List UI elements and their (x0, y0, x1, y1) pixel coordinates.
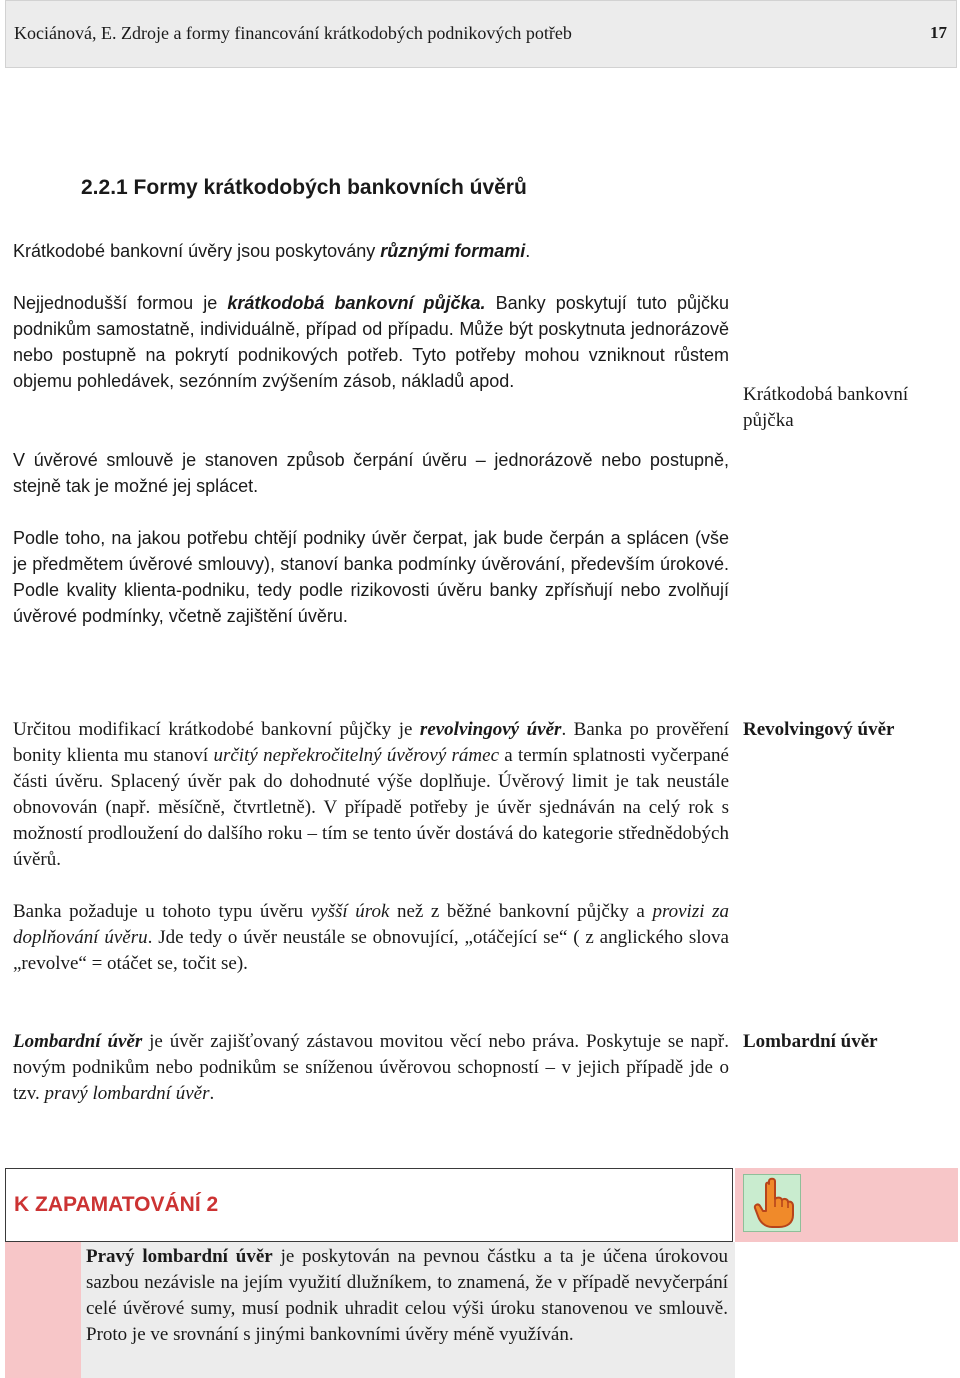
pink-margin-strip (5, 1242, 81, 1378)
margin-note-lombard: Lombardní úvěr (743, 1031, 878, 1052)
paragraph-urok: Banka požaduje u tohoto typu úvěru vyšší úrok než z běžné bankovní půjčky a provizi za doplňování úvěru. Jde tedy o úvěr neustále se obnovující, „otáčející se“ ( z anglického slova „revolve“ = otáčet se, točit se). (13, 901, 729, 974)
paragraph-lombard: Lombardní úvěr je úvěr zajišťovaný zástavou movitou věcí nebo práva. Poskytuje se např. novým podnikům nebo podnikům se sníženou úvěrovou schopností – v jejich případě jde o tzv. pravý lombardní úvěr. (13, 1031, 729, 1104)
margin-note-revolving: Revolvingový úvěr (743, 719, 895, 740)
page-number: 17 (930, 23, 947, 42)
paragraph-revolving: Určitou modifikací krátkodobé bankovní půjčky je revolvingový úvěr. Banka po prověření bonity klienta mu stanoví určitý nepřekročitelný úvěrový rámec a termín splatnosti vyčerpané části úvěru. Splacený úvěr pak do dohodnuté výše doplňuje. Úvěrový limit je tak neustále obnovován (např. měsíčně, čtvrtletně). V případě potřeby je úvěr sjednáván na celý rok s možností prodloužení do dalšího roku – tím se tento úvěr dostává do kategorie střednědobých úvěrů. (13, 719, 730, 870)
header-title: Kociánová, E. Zdroje a formy financování krátkodobých podnikových potřeb (14, 23, 572, 43)
paragraph-smlouva: V úvěrové smlouvě je stanoven způsob čerpání úvěru – jednorázově nebo postupně, stejně tak je možné jej splácet. (13, 450, 729, 496)
remember-box-title: K ZAPAMATOVÁNÍ 2 (14, 1193, 219, 1216)
remember-box (5, 1168, 733, 1242)
pointing-hand-icon (743, 1174, 801, 1232)
paragraph-pujcka: Nejjednodušší formou je krátkodobá bankovní půjčka. Banky poskytují tuto půjčku podnikům samostatně, individuálně, případ od případu. Může být poskytnuta jednorázově nebo postupně na pokrytí podnikových potřeb. Tyto potřeby mohou vzniknout růstem objemu pohledávek, sezónním zvýšením zásob, nákladů apod. (13, 293, 729, 391)
margin-note-pujcka: Krátkodobá bankovní půjčka (743, 384, 909, 431)
paragraph-intro: Krátkodobé bankovní úvěry jsou poskytovány různými formami. (13, 241, 531, 261)
icon-panel (735, 1168, 958, 1242)
page-header (5, 0, 957, 68)
paragraph-podminky: Podle toho, na jakou potřebu chtějí podniky úvěr čerpat, jak bude čerpán a splácen (vše je předmětem úvěrové smlouvy), stanoví banka podmínky úvěrování, především úrokové. Podle kvality klienta-podniku, tedy podle rizikovosti úvěru banky zpřísňují nebo zvolňují úvěrové podmínky, včetně zajištění úvěru. (13, 528, 729, 626)
remember-text: Pravý lombardní úvěr je poskytován na pevnou částku a ta je účena úrokovou sazbou nezávisle na jejím využití dlužníkem, to znamená, že v případě nevyčerpání celé úvěrové sumy, musí podnik uhradit celou výši úroku stanovenou ve smlouvě. Proto je ve srovnání s jinými bankovními úvěry méně využíván. (86, 1246, 728, 1345)
section-title: 2.2.1 Formy krátkodobých bankovních úvěrů (81, 176, 527, 199)
